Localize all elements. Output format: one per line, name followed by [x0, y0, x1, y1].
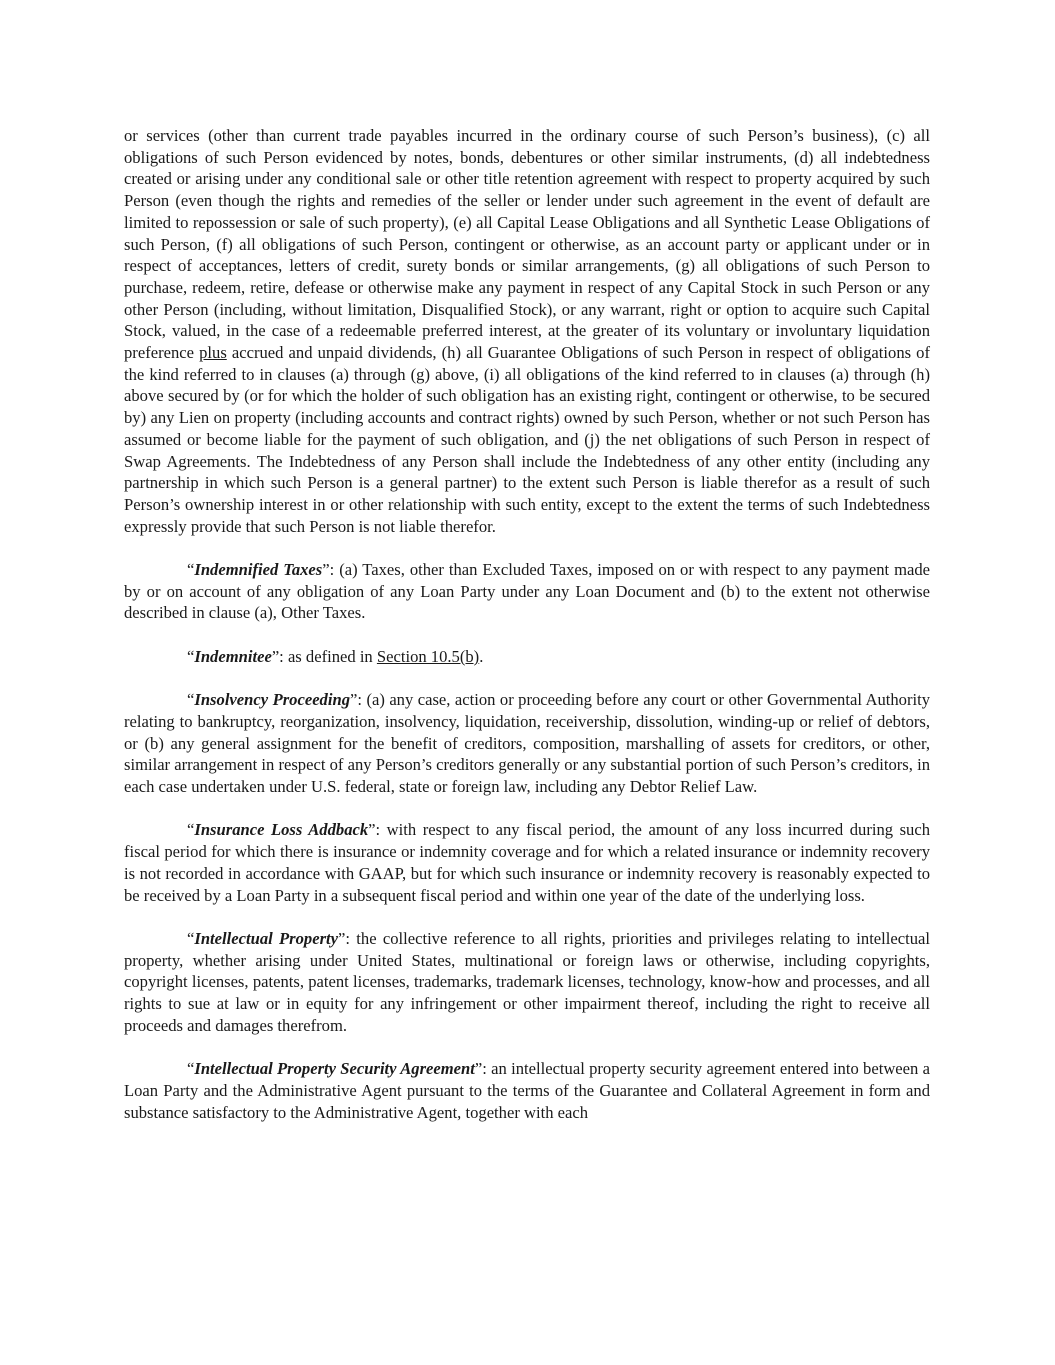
close-quote: ”:: [271, 646, 284, 666]
defined-term: Insolvency Proceeding: [194, 690, 350, 710]
defined-term: Insurance Loss Addback: [194, 820, 369, 840]
open-quote: “: [187, 928, 195, 948]
defined-term: Indemnitee: [194, 646, 272, 666]
section-reference-link[interactable]: Section 10.5(b): [376, 646, 480, 666]
plus-underlined: plus: [199, 343, 227, 363]
indebtedness-continuation-paragraph: [124, 125, 930, 537]
close-quote: ”:: [350, 690, 362, 710]
close-quote: ”:: [322, 560, 335, 580]
definition-body: (a) any case, action or proceeding before any court or other Governmental Authority relating to bankruptcy, reorganization, insolvency, liquidation, receivership, dissolution, winding-up or relief of debtors, or (b) any general assignment for the benefit of creditors, composition, marshalling of assets for creditors, or other, similar arrangement in respect of any Person’s creditors generally or any substantial portion of such Person’s creditors, in each case undertaken under U.S. federal, state or foreign law, including any Debtor Relief Law.: [124, 690, 931, 797]
document-page: [124, 125, 930, 1145]
definition-indemnified-taxes: [124, 559, 930, 624]
definition-insurance-loss-addback: [124, 819, 930, 906]
open-quote: “: [187, 820, 195, 840]
definition-body: (a) Taxes, other than Excluded Taxes, imposed on or with respect to any payment made by or on account of any obligation of any Loan Party under any Loan Document and (b) to the extent not otherwise described in clause (a), Other Taxes.: [124, 560, 930, 623]
open-quote: “: [187, 560, 195, 580]
open-quote: “: [187, 690, 195, 710]
continuation-text-1: or services (other than current trade payables incurred in the ordinary course of such Person’s business), (c) all obligations of such Person evidenced by notes, bonds, debentures or other similar instruments, (d) all indebtedness created or arising under any conditional sale or other title retention agreement with respect to property acquired by such Person (even though the rights and remedies of the seller or lender under such agreement in the event of default are limited to repossession or sale of such property), (e) all Capital Lease Obligations and all Synthetic Lease Obligations of such Person, (f) all obligations of such Person, contingent or otherwise, as an account party or applicant under or in respect of acceptances, letters of credit, surety bonds or similar arrangements, (g) all obligations of such Person to purchase, redeem, retire, defease or otherwise make any payment in respect of any Capital Stock in such Person or any other Person (including, without limitation, Disqualified Stock), or any warrant, right or option to acquire such Capital Stock, valued, in the case of a redeemable preferred interest, at the greater of its voluntary or involuntary liquidation preference: [124, 126, 930, 363]
definition-intellectual-property-security-agreement: [124, 1058, 930, 1123]
close-quote: ”:: [474, 1059, 487, 1079]
open-quote: “: [187, 1059, 195, 1079]
definition-body: an intellectual property security agreement entered into between a Loan Party and the Administrative Agent pursuant to the terms of the Guarantee and Collateral Agreement in form and substance satisfactory to the Administrative Agent, together with each: [124, 1059, 930, 1122]
definition-body: as defined in: [283, 646, 377, 666]
continuation-text-2: accrued and unpaid dividends, (h) all Guarantee Obligations of such Person in respect of obligations of the kind referred to in clauses (a) through (g) above, (i) all obligations of the kind referred to in clauses (a) through (h) above secured by (or for which the holder of such obligation has an existing right, contingent or otherwise, to be secured by) any Lien on property (including accounts and contract rights) owned by such Person, whether or not such Person has assumed or become liable for the payment of such obligation, and (j) the net obligations of such Person in respect of Swap Agreements. The Indebtedness of any Person shall include the Indebtedness of any other entity (including any partnership in which such Person is a general partner) to the extent such Person is liable therefor as a result of such Person’s ownership interest in or other relationship with such entity, except to the extent the terms of such Indebtedness expressly provide that such Person is not liable therefor.: [124, 343, 930, 536]
definition-body-end: .: [479, 646, 484, 666]
definition-indemnitee: [124, 646, 930, 668]
defined-term: Indemnified Taxes: [194, 560, 323, 580]
definition-insolvency-proceeding: [124, 689, 930, 798]
close-quote: ”:: [338, 928, 350, 948]
definition-body: with respect to any fiscal period, the amount of any loss incurred during such fiscal period for which there is insurance or indemnity coverage and for which a related insurance or indemnity recovery is not recorded in accordance with GAAP, but for which such insurance or indemnity recovery is reasonably expected to be received by a Loan Party in a subsequent fiscal period and within one year of the date of the underlying loss.: [124, 820, 930, 905]
open-quote: “: [187, 646, 195, 666]
defined-term: Intellectual Property: [194, 928, 339, 948]
defined-term: Intellectual Property Security Agreement: [194, 1059, 475, 1079]
definition-body: the collective reference to all rights, priorities and privileges relating to intellectual property, whether arising under United States, multinational or foreign laws or otherwise, including copyrights, copyright licenses, patents, patent licenses, trademarks, trademark licenses, technology, know-how and processes, and all rights to sue at law or in equity for any infringement or other impairment thereof, including the right to receive all proceeds and damages therefrom.: [124, 928, 930, 1035]
close-quote: ”:: [368, 820, 381, 840]
definition-intellectual-property: [124, 928, 930, 1037]
